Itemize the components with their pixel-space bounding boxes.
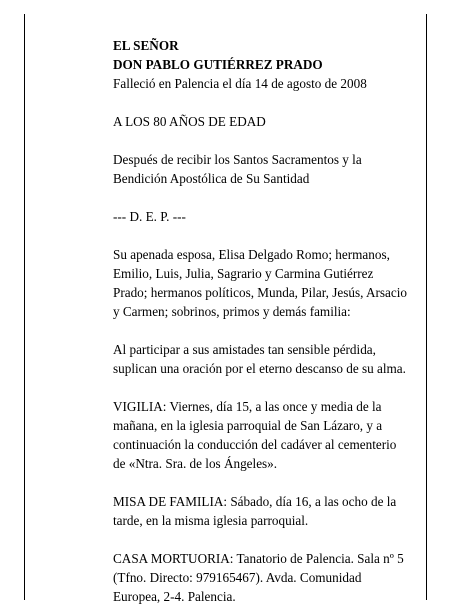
family-line-3: Prado; hermanos políticos, Munda, Pilar, Jesús, Arsacio (113, 285, 407, 300)
death-line: Falleció en Palencia el día 14 de agosto de 2008 (113, 76, 367, 91)
mass-line-1: MISA DE FAMILIA: Sábado, día 16, a las ocho de la (113, 494, 397, 509)
vigil-line-1: VIGILIA: Viernes, día 15, a las once y media de la (113, 399, 382, 414)
mass-paragraph (113, 492, 423, 530)
mortuary-line-2: (Tfno. Directo: 979165467). Avda. Comunidad (113, 570, 362, 585)
vigil-line-2: mañana, en la iglesia parroquial de San Lázaro, y a (113, 418, 383, 433)
request-paragraph (113, 340, 423, 378)
mortuary-line-3: Europea, 2-4. Palencia. (113, 589, 236, 604)
vigil-line-4: de «Ntra. Sra. de los Ángeles». (113, 456, 278, 471)
right-border-line (426, 14, 427, 600)
request-line-2: suplican una oración por el eterno descanso de su alma. (113, 361, 406, 376)
request-line-1: Al participar a sus amistades tan sensible pérdida, (113, 342, 376, 357)
family-line-4: y Carmen; sobrinos, primos y demás familia: (113, 304, 351, 319)
vigil-line-3: continuación la conducción del cadáver al cementerio (113, 437, 397, 452)
sacraments-paragraph (113, 150, 423, 188)
mortuary-paragraph (113, 549, 423, 606)
vigil-paragraph (113, 397, 423, 473)
dep-line: --- D. E. P. --- (113, 209, 186, 224)
mortuary-line-1: CASA MORTUORIA: Tanatorio de Palencia. Sala nº 5 (113, 551, 404, 566)
family-paragraph (113, 245, 423, 321)
sacraments-line-1: Después de recibir los Santos Sacramentos y la (113, 152, 362, 167)
title-line-2: DON PABLO GUTIÉRREZ PRADO (113, 57, 323, 72)
obituary-notice (113, 36, 423, 606)
age-line: A LOS 80 AÑOS DE EDAD (113, 114, 266, 129)
title-line-1: EL SEÑOR (113, 38, 179, 53)
family-line-2: Emilio, Luis, Julia, Sagrario y Carmina Gutiérrez (113, 266, 374, 281)
sacraments-line-2: Bendición Apostólica de Su Santidad (113, 171, 310, 186)
family-line-1: Su apenada esposa, Elisa Delgado Romo; hermanos, (113, 247, 390, 262)
left-border-line (24, 14, 25, 600)
mass-line-2: tarde, en la misma iglesia parroquial. (113, 513, 309, 528)
